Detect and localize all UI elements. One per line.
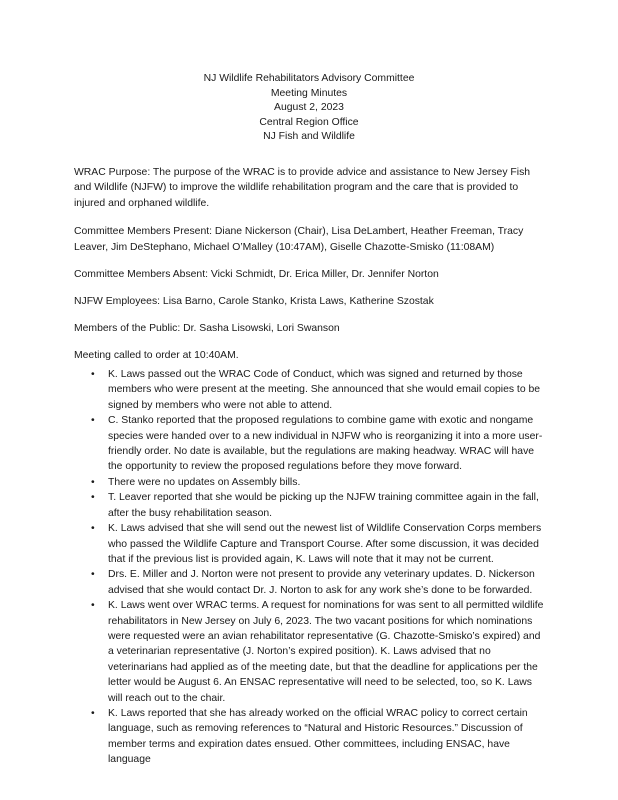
bullet-code-of-conduct: • K. Laws passed out the WRAC Code of Conduct, which was signed and returned by those members who were present at the meeting. She announced that she would email copies to be signed by members who were not able to attend. xyxy=(74,367,548,413)
minutes-bullet-list xyxy=(74,367,548,768)
bullet-assembly-bills: • There were no updates on Assembly bills. xyxy=(74,475,548,490)
public-paragraph: Members of the Public: Dr. Sasha Lisowski, Lori Swanson xyxy=(74,322,340,334)
meeting-location: Central Region Office xyxy=(259,116,359,128)
members-absent-paragraph: Committee Members Absent: Vicki Schmidt, Dr. Erica Miller, Dr. Jennifer Norton xyxy=(74,268,439,280)
bullet-wrac-terms: • K. Laws went over WRAC terms. A request for nominations for was sent to all permitted wildlife rehabilitators in New Jersey on July 6, 2023. The two vacant positions for which nominations were requested were an avian rehabilitator representative (G. Chazotte-Smisko’s expired) and a veterinarian representative (J. Norton’s expired position). K. Laws advised that no veterinarians had applied as of the meeting date, but that the deadline for applications per the letter would be August 6. An ENSAC representative will need to be selected, too, so K. Laws will reach out to the chair. xyxy=(74,598,548,706)
meeting-date: August 2, 2023 xyxy=(274,102,344,114)
bullet-veterinary-updates: • Drs. E. Miller and J. Norton were not present to provide any veterinary updates. D. Nickerson advised that she would contact Dr. J. Norton to ask for any work she’s done to be forwarded. xyxy=(74,567,548,598)
committee-name: NJ Wildlife Rehabilitators Advisory Committee xyxy=(203,73,415,84)
document-body xyxy=(74,165,548,768)
bullet-conservation-corps: • K. Laws advised that she will send out the newest list of Wildlife Conservation Corps members who passed the Wildlife Capture and Transport Course. After some discussion, it was decided that if the previous list is provided again, K. Laws will note that it may not be current. xyxy=(74,521,548,567)
bullet-training-committee: • T. Leaver reported that she would be picking up the NJFW training committee again in the fall, after the busy rehabilitation season. xyxy=(74,490,548,521)
employees-paragraph: NJFW Employees: Lisa Barno, Carole Stanko, Krista Laws, Katherine Szostak xyxy=(74,295,434,307)
bullet-regulations: • C. Stanko reported that the proposed regulations to combine game with exotic and nongame species were handed over to a new individual in NJFW who is reorganizing it into a more user-friendly order. No date is available, but the regulations are making headway. WRAC will have the opportunity to review the proposed regulations before they move forward. xyxy=(74,413,548,475)
members-present-paragraph: Committee Members Present: Diane Nickerson (Chair), Lisa DeLambert, Heather Freeman, Tracy Leaver, Jim DeStephano, Michael O’Malley (10:47AM), Giselle Chazotte-Smisko (11:08AM) xyxy=(74,226,524,253)
purpose-paragraph: WRAC Purpose: The purpose of the WRAC is to provide advice and assistance to New Jersey Fish and Wildlife (NJFW) to improve the wildlife rehabilitation program and the care that is provided to injured and orphaned wildlife. xyxy=(74,167,531,209)
called-to-order-paragraph: Meeting called to order at 10:40AM. xyxy=(74,349,239,361)
bullet-wrac-policy: • K. Laws reported that she has already worked on the official WRAC policy to correct certain language, such as removing references to “Natural and Historic Resources.” Discussion of member terms and expiration dates ensued. Other committees, including ENSAC, have language xyxy=(74,706,548,768)
document-type: Meeting Minutes xyxy=(270,87,348,99)
document-header xyxy=(0,72,618,145)
organization-name: NJ Fish and Wildlife xyxy=(263,131,355,143)
